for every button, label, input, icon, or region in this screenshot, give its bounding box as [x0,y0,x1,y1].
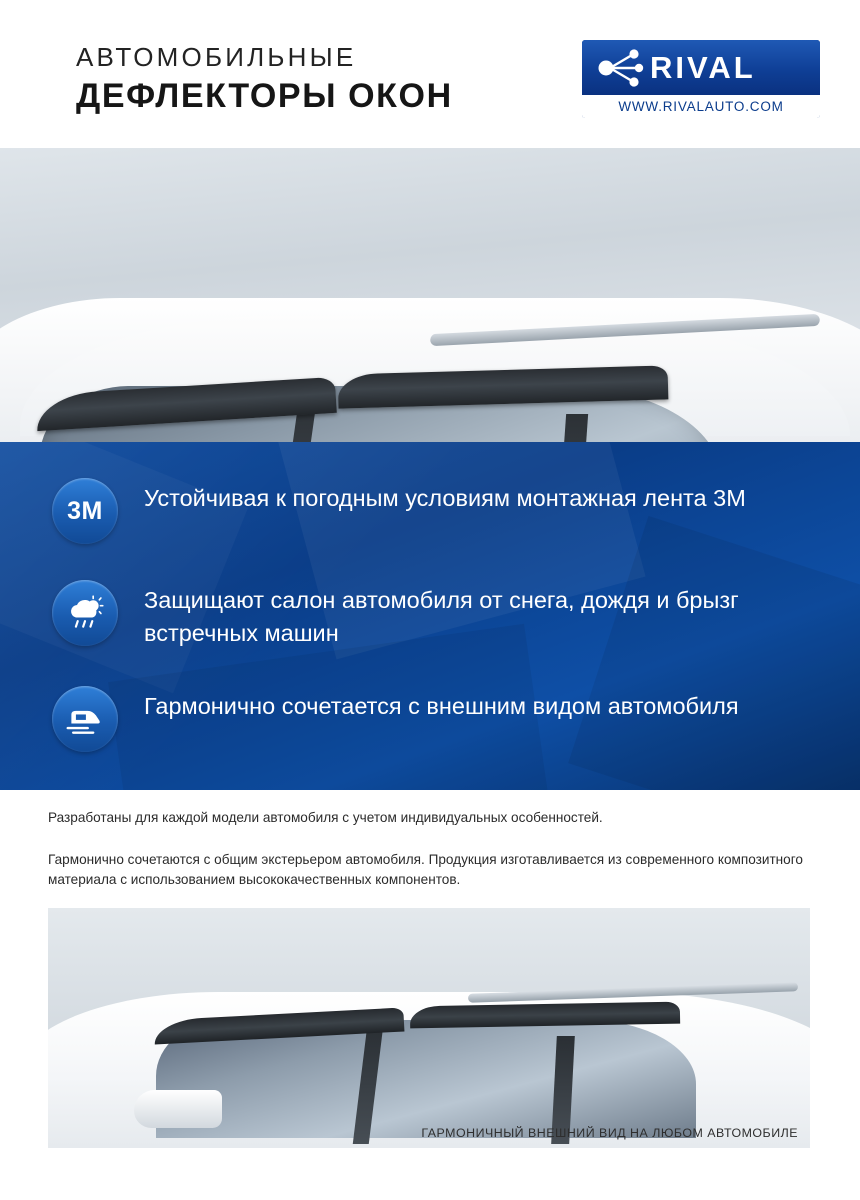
bottom-window-deflector-rear [410,1002,680,1029]
description-paragraph-2: Гармонично сочетаются с общим экстерьером автомобиля. Продукция изготавливается из современного композитного материала с использованием высококачественных компонентов. [48,852,803,888]
logo-top-bar [582,40,820,95]
3m-tape-icon [52,478,118,544]
feature-text: Защищают салон автомобиля от снега, дождя и брызг встречных машин [144,587,739,647]
logo-url-bar [582,95,820,118]
page-title-line1: АВТОМОБИЛЬНЫЕ [76,42,357,72]
rival-logo [582,40,820,118]
logo-url-text: WWW.RIVALAUTO.COM [618,99,784,114]
rival-molecule-icon [592,46,648,90]
bottom-photo [48,908,810,1148]
features-section [0,442,860,790]
page-title-line2: ДЕФЛЕКТОРЫ ОКОН [76,77,453,115]
bottom-photo-caption: ГАРМОНИЧНЫЙ ВНЕШНИЙ ВИД НА ЛЮБОМ АВТОМОБИЛЕ [421,1126,798,1140]
feature-text: Устойчивая к погодным условиям монтажная лента 3М [144,485,746,511]
feature-item [52,478,812,544]
page-title [76,44,453,113]
car-aerodynamics-icon [52,686,118,752]
feature-icon-label: 3M [67,496,103,525]
feature-item [52,580,812,651]
feature-text: Гармонично сочетается с внешним видом автомобиля [144,693,739,719]
page-header [0,0,860,148]
feature-item [52,686,812,752]
bottom-side-mirror [134,1090,222,1128]
logo-brand-text: RIVAL [650,49,756,85]
description-paragraph-1: Разработаны для каждой модели автомобиля с учетом индивидуальных особенностей. [48,810,603,825]
rain-cloud-sun-icon [52,580,118,646]
hero-photo [0,148,860,442]
description-section [0,790,860,908]
